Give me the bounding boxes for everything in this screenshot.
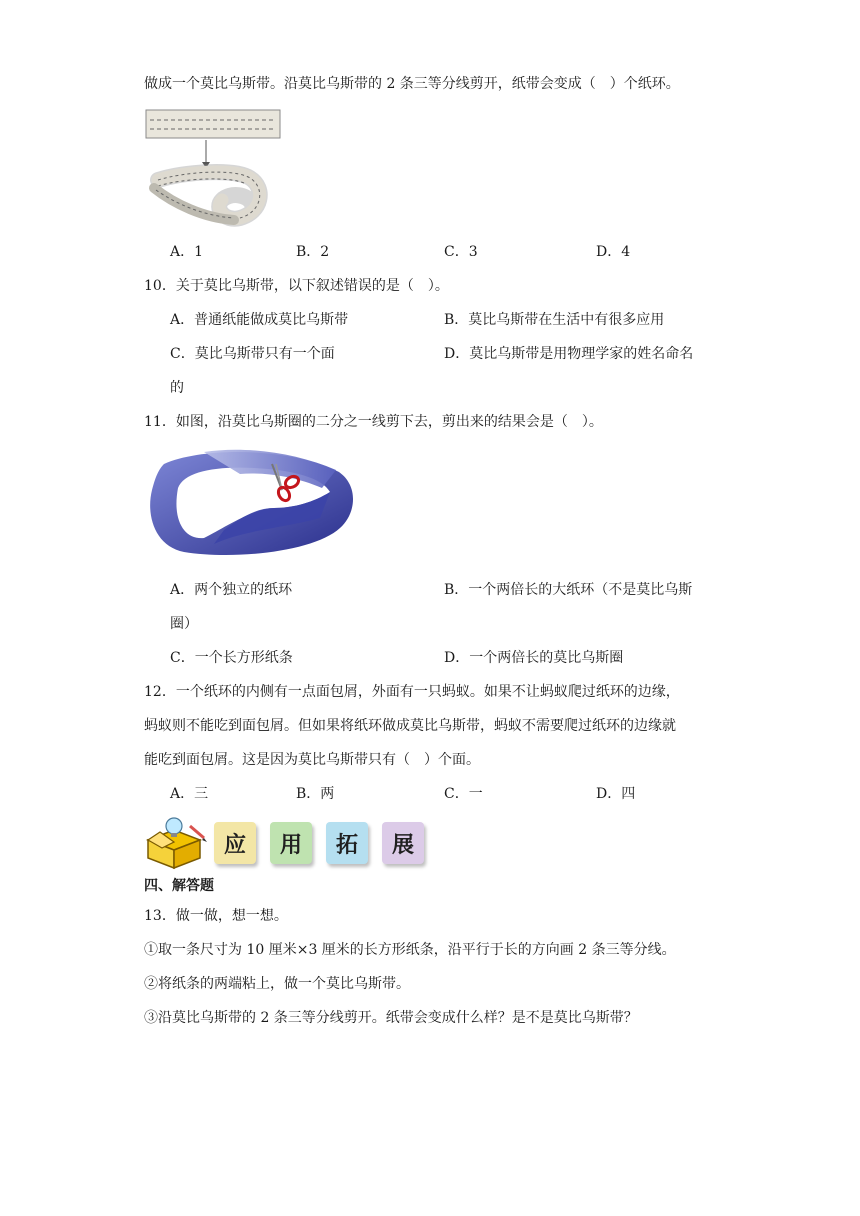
banner-tile-1: 应 [214,822,256,864]
q9-option-a[interactable]: A．1 [170,244,204,260]
q9-option-d[interactable]: D．4 [596,244,631,260]
q11-option-d[interactable]: D．一个两倍长的莫比乌斯圈 [444,650,624,666]
q11-option-b[interactable]: B．一个两倍长的大纸环（不是莫比乌斯 [444,582,693,598]
q9-option-b[interactable]: B．2 [296,244,330,260]
q10-option-c[interactable]: C．莫比乌斯带只有一个面 [170,346,335,362]
q12-line-3: 能吃到面包屑。这是因为莫比乌斯带只有（ ）个面。 [144,752,480,768]
q11-option-b-wrap: 圈） [170,616,198,632]
q12-line-1: 12．一个纸环的内侧有一点面包屑，外面有一只蚂蚁。如果不让蚂蚁爬过纸环的边缘， [144,684,680,700]
q11-option-a[interactable]: A．两个独立的纸环 [170,582,293,598]
mobius-strip-with-scissors-figure [144,444,359,564]
q9-option-c[interactable]: C．3 [444,244,478,260]
q13-step-2: ②将纸条的两端粘上，做一个莫比乌斯带。 [144,976,410,992]
section-title: 四、解答题 [144,878,214,894]
q11-stem: 11．如图，沿莫比乌斯圈的二分之一线剪下去，剪出来的结果会是（ ）。 [144,414,603,430]
q10-stem: 10．关于莫比乌斯带，以下叙述错误的是（ ）。 [144,278,449,294]
apply-extend-banner [144,816,434,870]
q10-option-a[interactable]: A．普通纸能做成莫比乌斯带 [170,312,349,328]
q12-option-c[interactable]: C．一 [444,786,483,802]
q13-step-1: ①取一条尺寸为 10 厘米×3 厘米的长方形纸条，沿平行于长的方向画 2 条三等分线。 [144,942,676,958]
q11-option-c[interactable]: C．一个长方形纸条 [170,650,293,666]
q10-option-b[interactable]: B．莫比乌斯带在生活中有很多应用 [444,312,665,328]
banner-tile-2: 用 [270,822,312,864]
q10-option-d[interactable]: D．莫比乌斯带是用物理学家的姓名命名 [444,346,694,362]
q12-option-d[interactable]: D．四 [596,786,636,802]
q10-option-d-wrap: 的 [170,380,184,396]
q13-step-3: ③沿莫比乌斯带的 2 条三等分线剪开。纸带会变成什么样？是不是莫比乌斯带？ [144,1010,638,1026]
q12-line-2: 蚂蚁则不能吃到面包屑。但如果将纸环做成莫比乌斯带，蚂蚁不需要爬过纸环的边缘就 [144,718,676,734]
banner-tile-3: 拓 [326,822,368,864]
paper-strip-to-mobius-figure [144,108,284,228]
banner-tile-4: 展 [382,822,424,864]
toolbox-lightbulb-icon [144,816,210,870]
q9-text: 做成一个莫比乌斯带。沿莫比乌斯带的 2 条三等分线剪开，纸带会变成（ ）个纸环。 [144,76,680,92]
q12-option-b[interactable]: B．两 [296,786,335,802]
q12-option-a[interactable]: A．三 [170,786,209,802]
q13-stem: 13．做一做，想一想。 [144,908,288,924]
